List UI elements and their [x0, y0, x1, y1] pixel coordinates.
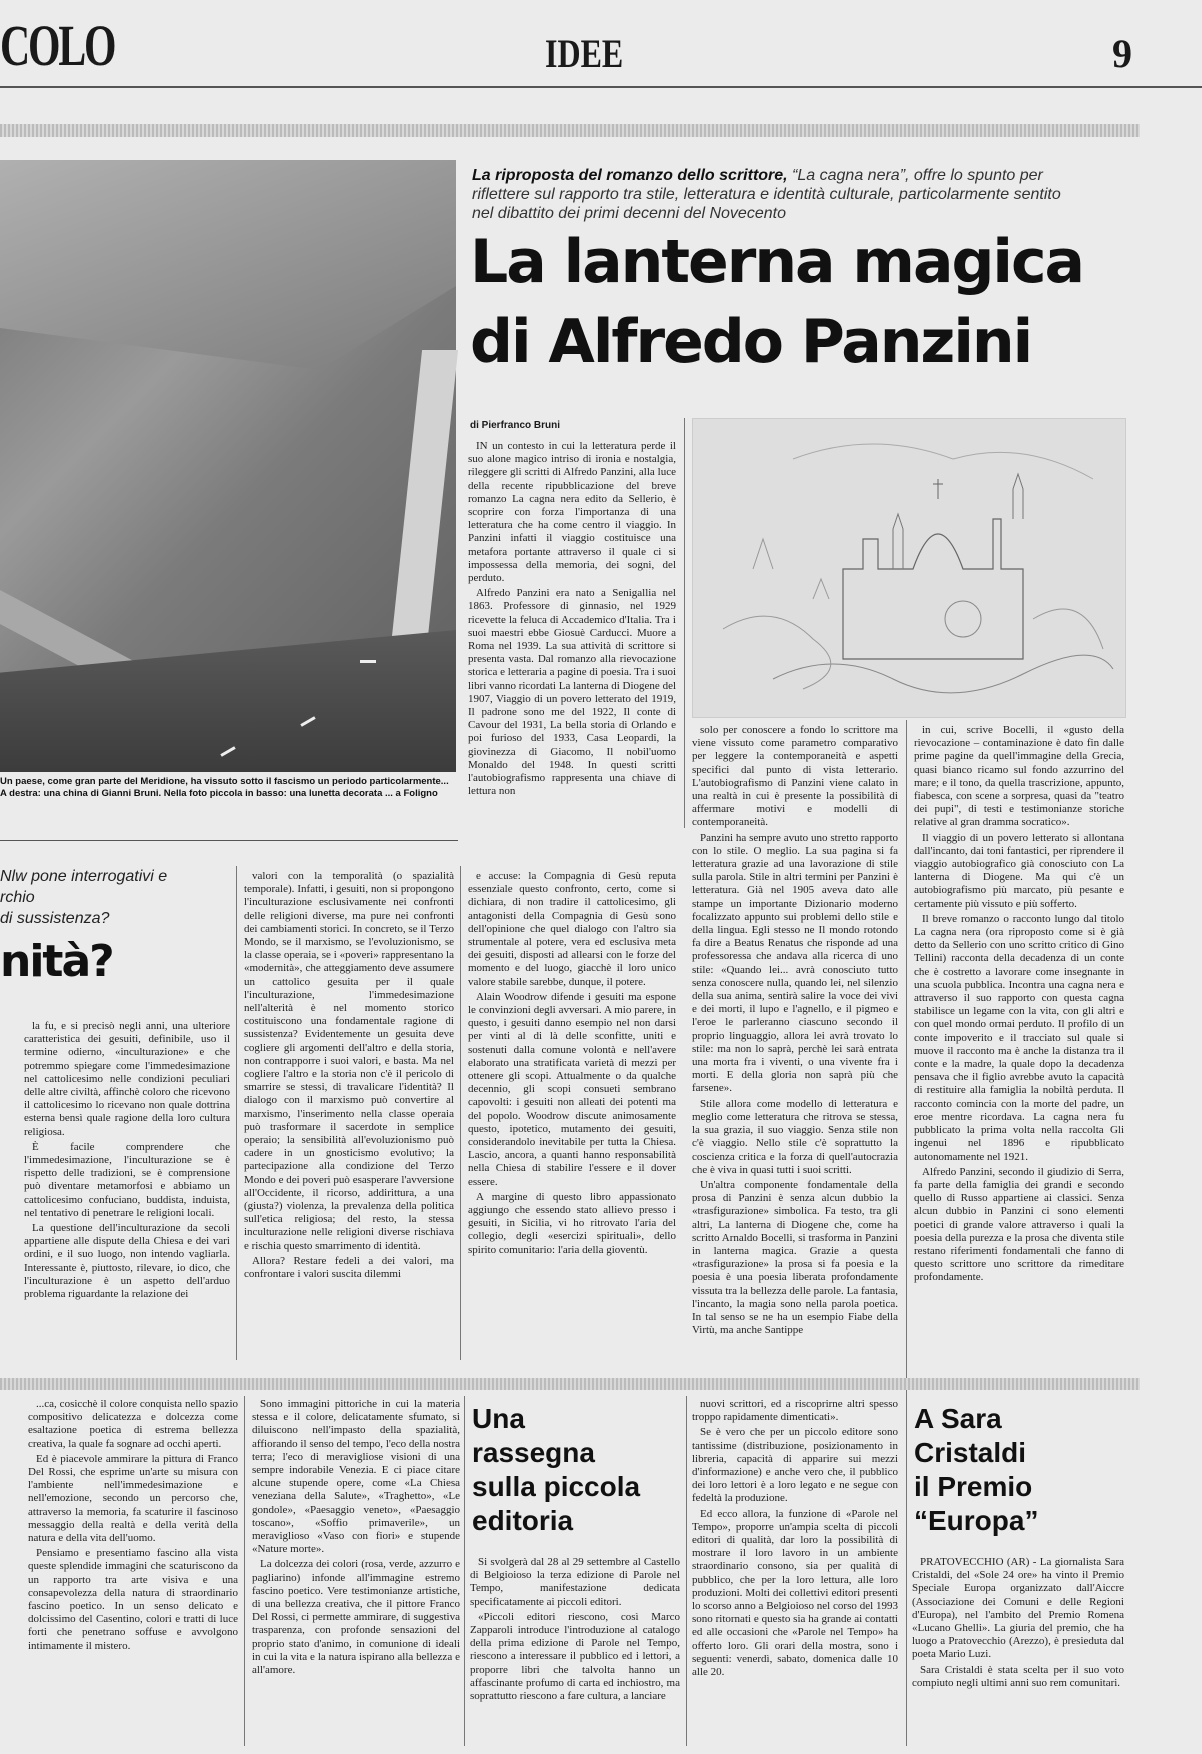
paragraph: La questione dell'inculturazione da secoli appartiene alle dispute della Chiesa e dei vari ordini, e il suo luogo, non intendo vagliarla. Interessante è, piuttosto, rilevare, io dico, che l'inculturazione è un aspetto dell'arduo problema riguardante la relazione dei [24, 1222, 230, 1301]
bottom-column-2 [252, 1398, 460, 1746]
rassegna-headline [472, 1402, 682, 1538]
paragraph: Il viaggio di un povero letterato si allontana dall'incanto, dai toni fantastici, per riprendere il viaggio autobiografico già conosciuto con La lanterna di Diogene. Ma qui c'è un autobiografismo più marcato, più pesante e certamente più vissuto e più sofferto. [914, 831, 1124, 910]
paragraph: Sara Cristaldi è stata scelta per il suo voto compiuto negli ultimi anni suo rem comunitari. [912, 1663, 1124, 1689]
ink-drawing [692, 418, 1126, 718]
paragraph: Alfredo Panzini era nato a Senigallia nel 1863. Professore di ginnasio, nel 1929 ricevette la feluca di Accademico d'Italia. Tra i suoi maestri ebbe Giosuè Carducci. Muore a Roma nel 1939. La sua attività di scrittore si presenta vasta. Dal romanzo alla rievocazione storica e letteraria a pagine di poesia. Tra i suoi libri vanno ricordati La lanterna di Diogene del 1907, Viaggio di un povero letterato del 1919, Il padrone sono me del 1922, Il conte di Cavour del 1931, La bella storia di Orlando e poi furioso del 1933, Casa Leopardi, la giovinezza di Giacomo, Il nobil'uomo Monaldo del 1948. In questi scritti l'autobiografismo rappresenta una chiave di lettura non [468, 587, 676, 798]
headline-line: sulla piccola [472, 1471, 641, 1502]
column-divider [460, 866, 461, 1360]
bottom-band [0, 1378, 1140, 1390]
paragraph: Se è vero che per un piccolo editore sono tantissime (distribuzione, posizionamento in libreria, capacità di apparire sui mezzi d'informazione) e anche vero che, il pubblico dei loro lettori è a loro legato e ne segue con fedeltà la produzione. [692, 1426, 898, 1505]
photo-caption: Un paese, come gran parte del Meridione, ha vissuto sotto il fascismo un periodo particolarmente... A destra: una china di Gianni Bruni. Nella foto piccola in basso: una lunetta decorata ... a Foligno [0, 776, 449, 799]
headline-line: Una [472, 1403, 525, 1434]
masthead-logo: COLO [0, 13, 115, 78]
paragraph: Un'altra componente fondamentale della prosa di Panzini è senza alcun dubbio la «trasfigurazione» simbolica. Fa testo, tra gli altri, La lanterna di Diogene che, come ha scritto Arnaldo Bocelli, si trasforma in Panzini in lanterna magica. Grazie a questa «trasfigurazione» la prosa si fa poesia e la poesia è una poesia liberata profondamente vissuta tra la bellezza delle parole. La fantasia, l'incanto, la magia sono nella parola poetica. In tal senso se ne ha un esempio Fiabe della Virtù, ma anche Santippe [692, 1178, 898, 1337]
left-column-1 [24, 1020, 230, 1356]
column-divider [244, 1396, 245, 1746]
paragraph: Pensiamo e presentiamo fascino alla vista queste splendide immagini che scaturiscono da un rapporto tra arte visiva e una consapevolezza della natura di straordinario fascino poetico. In un senso delicato e dolcissimo del Casentino, colori e tratti di luce forti che penetrano soffuse e avvolgono intimamente il mistero. [28, 1547, 238, 1652]
column-divider [684, 418, 685, 828]
paragraph: Alain Woodrow difende i gesuiti ma espone le convinzioni degli avversari. A mio parere, in questo, i gesuiti danno esempio nel non darsi per vinti al di là delle sconfitte, uniti e sostenuti dalla comune volontà e nell'avere elaborato una stratificata varietà di mezzi per ottenere gli scopi. Attualmente o da qualche decennio, gli scopi consueti sembrano capovolti: i gesuiti non alleati dei potenti ma del popolo. Woodrow discute animosamente questo, ipotetico, mutamento dei gesuiti, considerandolo inevitabile per tutta la Chiesa. Lascio, ancora, a quanti hanno responsabilità nella Chiesa di stabilire l'essere e il dover essere. [468, 990, 676, 1188]
page-number: 9 [1112, 31, 1132, 76]
left-headline: nità? [0, 936, 113, 987]
photo-boat [360, 660, 376, 663]
paragraph: PRATOVECCHIO (AR) - La giornalista Sara Cristaldi, del «Sole 24 ore» ha vinto il Premio Speciale Europa organizzato dall'Aiccre (Associazione dei Comuni e delle Regioni d'Europa), nel l'ambito del Premio Romena «Lucano Ghelli». La giuria del premio, che ha luogo a Pratovecchio (Arezzo), è presieduta dal poeta Mario Luzi. [912, 1556, 1124, 1661]
deck-text: “La cagna nera”, offre lo spunto per riflettere sul rapporto tra stile, letteratura e identità culturale, particolarmente sentito nel dibattito dei primi decenni del Novecento [472, 167, 1061, 222]
paragraph: Panzini ha sempre avuto uno stretto rapporto con lo stile. O meglio. La sua pagina si fa letteratura grazie ad una lavorazione di stile sulla parola. Stile in altri termini per Panzini è letteratura. Già nel 1905 aveva dato alle stampe un importante Dizionario moderno focalizzato appunto sui problemi dello stile e della lingua. Egli stesso ne Il mondo rotondo fa dire a Beatus Renatus che risponde ad una professoressa che andava alla ricerca di uno stile: «Quando lei... avrà conosciuto tutto senza conoscere nulla, quando lei, nel silenzio della sua anima, sentirà salire la voce dei vivi e dei morti, il lupo e l'agnello, e il pigmeo e l'eroe le parleranno ciascuno secondo il proprio linguaggio, allora lei avrà trovato lo stile: ma non lo saprà, perchè lei sarà entrata una morta fra i viventi, o una vivente fra i morti. E della gloria non saprà più che farsene». [692, 831, 898, 1095]
left-column-3 [468, 870, 676, 1356]
headline-line-2: di Alfredo Panzini [470, 307, 1032, 377]
column-divider [464, 1396, 465, 1746]
paragraph: Ed ecco allora, la funzione di «Parole nel Tempo», proporre un'ampia scelta di piccoli editori di qualità, dar loro la possibilità di mostrare il loro lavoro in un ambiente straordinario consono, sia per qualità di pubblico, che per la loro lettura, alle loro produzioni. Molti dei collettivi editori presenti lo scorso anno a Belgioioso nel corso del 1993 sono ritornati e questo sia ha grande ai contatti ed alle occasioni che «Parole nel Tempo» ha offerto loro. Gli orari della mostra, sono i seguenti: venerdì, sabato, domenica dalle 10 alle 20. [692, 1507, 898, 1679]
column-divider [906, 720, 907, 1420]
masthead-rule [0, 86, 1202, 88]
paragraph: nuovi scrittori, ed a riscoprirne altri spesso troppo rapidamente dimenticati». [692, 1398, 898, 1424]
paragraph: valori con la temporalità (o spazialità temporale). Infatti, i gesuiti, non si propongono l'inculturazione esclusivamente nei confronti delle religioni diverse, ma pure nei confronti dei cambiamenti storici. In concreto, se il Terzo Mondo, se il marxismo, se l'evoluzionismo, se la classe operaia, se i «poveri» rappresentano la «modernità», che atteggiamento deve assumere un cattolico gesuita per il quale l'inculturazione, l'immedesimazione nell'alterità è nel momento storico costituiscono una fondamentale ragione di sussistenza? Evidentemente un gesuita deve cogliere gli argomenti dell'altro e della storia, non contrapporre i suoi valori, e basta. Ma nel cogliere l'altro e la storia non c'è il pericolo di smarrire se stessi, di travalicare l'identità? Il dialogo con il marxismo può convertire al marxismo, l'inserimento nella classe operaia può trasformare il sacerdote in semplice operaio; la sensibilità all'evoluzionismo può cadere in un gnosticismo evolutivo; la partecipazione alla condizione del Terzo Mondo e dei poveri può esasperare l'avversione all'Occidente, il ricorso, addirittura, a una (giusta?) violenza, la prevalenza della politica sull'etica religiosa; del resto, la stessa inculturazione nelle religioni diverse rischiava e rischia questo smarrimento di identità. [244, 870, 454, 1252]
paragraph: in cui, scrive Bocelli, il «gusto della rievocazione – contaminazione è dato fin dalle prime pagine da quell'immagine della Grecia, quasi bianco ricamo sul fondo azzurrino del mare; e il tono, da quella trascrizione, appunto, fiabesca, con scene a sorpresa, quasi da "teatro dei pupi", di testi e testimonianze storiche relative al gran dramma socratico». [914, 724, 1124, 829]
headline-line: editoria [472, 1505, 574, 1536]
premio-headline [914, 1402, 1124, 1538]
article-column-1 [468, 440, 676, 828]
photo-land [0, 160, 456, 370]
article-column-3 [914, 724, 1124, 1418]
deck-lead: La riproposta del romanzo dello scrittore, [472, 167, 788, 184]
left-column-2 [244, 870, 454, 1356]
paragraph: solo per conoscere a fondo lo scrittore ma viene vissuto come parametro comparativo per leggere la contemporaneità e aspetti specifici dal punto di vista letterario. L'autobiografismo di Panzini viene calato in una realtà in cui è presente la possibilità di affermare motivi e modelli di contemporaneità. [692, 724, 898, 829]
paragraph: Ed è piacevole ammirare la pittura di Franco Del Rossi, che esprime un'arte su misura con l'ambiente nell'immedesimazione e nell'emozione, secondo un percorso che, attraverso la memoria, fa scaturire il fascinoso messaggio della realtà e della verità della natura e della vita dell'uomo. [28, 1452, 238, 1545]
paragraph: e accuse: la Compagnia di Gesù reputa essenziale questo confronto, certo, come si dichiara, di non tradire il cattolicesimo, gli antagonisti della Compagnia di Gesù sono dell'opinione che quel dialogo con l'altro sia strumentale al potere, vera ed esclusiva meta dei gesuiti, disposti ad allearsi con le forze del momento e del luogo, giacchè il loro unico valore stabile sarebbe, dunque, il potere. [468, 870, 676, 988]
paragraph: Il breve romanzo o racconto lungo dal titolo La cagna nera (ora riproposto come si è già detto da Sellerio con uno scritto critico di Gino Tellini) racconta della decadenza di un conte che è costretto a lavorare come insegnante in una scuola pubblica. Incontra una cagna nera e attraverso il suo rapporto con questa cagna stabilisce un legame con la vita, con gli altri e con quel mondo ormai perduto. Il profilo di un conte impoverito e il tracciato sul quale si muove il racconto ma è anche la distanza tra il conte e la madre, la quale dopo la decadenza pensava che il figlio avrebbe avuto la capacità di restituire alla famiglia la nobiltà perduta. Il racconto comincia con la morte del padre, un eroe mentre ricordava. La cagna nera fu pubblicato la prima volta nella raccolta Gli ingenui nel 1896 e ripubblicato autonomamente nel 1921. [914, 912, 1124, 1163]
rassegna-text [470, 1556, 680, 1746]
column-divider [236, 866, 237, 1360]
headline-line: rassegna [472, 1437, 595, 1468]
premio-text [912, 1556, 1124, 1746]
left-subhead-2: rchio [0, 889, 35, 906]
paragraph: Alfredo Panzini, secondo il giudizio di Serra, fa parte della famiglia dei grandi e secondo quello di Russo appartiene ai classici. Senza alcun dubbio in Panzini ci sono elementi poetici di grande valore attraverso i quali la poesia della purezza e la prosa che diventa stile restano riferimenti fondamentali che fanno di questo scrittore uno scrittore da rimeditare profondamente. [914, 1165, 1124, 1284]
paragraph: Allora? Restare fedeli a dei valori, ma confrontare i valori suscita dilemmi [244, 1254, 454, 1281]
left-subhead-1: Nlw pone interrogativi e [0, 868, 168, 885]
article-column-2 [692, 724, 898, 1418]
section-divider [0, 840, 458, 841]
headline-line: il Premio [914, 1471, 1033, 1502]
harbor-photo [0, 160, 456, 772]
decorative-band [0, 124, 1140, 137]
paragraph: ...ca, cosicchè il colore conquista nello spazio compositivo delicatezza e dolcezza come esaltazione poetica di estrema bellezza creativa, la quale fa sognare ad occhi aperti. [28, 1398, 238, 1450]
paragraph: la fu, e si precisò negli anni, una ulteriore caratteristica dei gesuiti, definibile, uso il termine odierno, «inculturazione» e che potremmo spiegare come l'immedesimazione nel cattolicesimo nelle condizioni peculiari delle altre civiltà, affinchè coloro che ricevono il cattolicesimo lo ricevano non quale dottrina esterna bensì quale ragione della loro cultura religiosa. [24, 1020, 230, 1138]
article-deck [472, 166, 1084, 223]
paragraph: A margine di questo libro appassionato aggiungo che essendo stato allievo presso i gesuiti, in Sicilia, vi ho ritrovato l'aria del collegio, degli «esercizi spirituali», dello spirito comunitario: l'aria della gioventù. [468, 1190, 676, 1256]
headline-line: Cristaldi [914, 1437, 1027, 1468]
cathedral-sketch-icon [693, 419, 1125, 717]
rassegna-text-continued [692, 1398, 898, 1746]
column-divider [906, 1396, 907, 1746]
paragraph: Si svolgerà dal 28 al 29 settembre al Castello di Belgioioso la terza edizione di Parole nel Tempo, manifestazione dedicata specificatamente ai piccoli editori. [470, 1556, 680, 1608]
paragraph: Sono immagini pittoriche in cui la materia stessa e il colore, delicatamente sfumato, si diluiscono nell'impasto della spazialità, affiorando il senso del tempo, l'eco della nostra terra; l'eco di meravigliose visioni di una sempre indorabile Venezia. E ci piace citare alcune stupende opere, come «La Chiesa veneziana della Salute», «Traghetto», «Le gondole», «Paesaggio veneto», «Paesaggio toscano», «Soffio primaverile», un meraviglioso «Vaso con fiori» e stupende «Nature morte». [252, 1398, 460, 1556]
headline-line-1: La lanterna magica [470, 227, 1084, 297]
headline-line: A Sara [914, 1403, 1002, 1434]
paragraph: È facile comprendere che l'immedesimazione, l'inculturazione se è rispetto delle tradizioni, se è comprensione può diventare metamorfosi e abbiamo un cattolicesimo confuciano, buddista, induista, nel tentativo di penetrare le religioni locali. [24, 1140, 230, 1219]
paragraph: «Piccoli editori riescono, così Marco Zapparoli introduce l'introduzione al catalogo della prima edizione di Parole nel Tempo, riescono a interessare il pubblico ed i lettori, a proporre libri che talvolta hanno un affascinante profumo di carta ed inchiostro, ma soprattutto riescono a fare cultura, a lanciare [470, 1610, 680, 1703]
byline: di Pierfranco Bruni [470, 420, 561, 431]
paragraph: Stile allora come modello di letteratura e meglio come letteratura che ritrova se stessa, la sua grazia, il suo viaggio. Senza stile non c'è viaggio. Nello stile c'è soprattutto la coscienza critica e la forza di quell'autocrazia che è viva in quasi tutti i suoi scritti. [692, 1097, 898, 1176]
column-divider [686, 1396, 687, 1746]
paragraph: IN un contesto in cui la letteratura perde il suo alone magico intriso di ironia e nostalgia, rileggere gli scritti di Alfredo Panzini, alla luce della recente ripubblicazione del breve romanzo La cagna nera edito da Sellerio, è scoprire con forza l'importanza di una letteratura che ha come centro il viaggio. In Panzini infatti il viaggio costituisce una metafora portante attraverso il quale ci si impossessa della memoria, dei sogni, del perduto. [468, 440, 676, 585]
bottom-column-1 [28, 1398, 238, 1746]
section-title: IDEE [545, 31, 624, 76]
paragraph: La dolcezza dei colori (rosa, verde, azzurro e pagliarino) infonde all'immagine estremo fascino poetico. Vere testimonianze artistiche, di una bellezza creativa, che il pittore Franco Del Rossi, ci permette ammirare, di suggestiva trasparenza, con profonde sensazioni del proprio stato d'animo, in comunione di ideali in cui la vita e la natura ispirano alla bellezza e all'amore. [252, 1558, 460, 1677]
headline-line: “Europa” [914, 1505, 1039, 1536]
left-subhead-3: di sussistenza? [0, 910, 110, 927]
